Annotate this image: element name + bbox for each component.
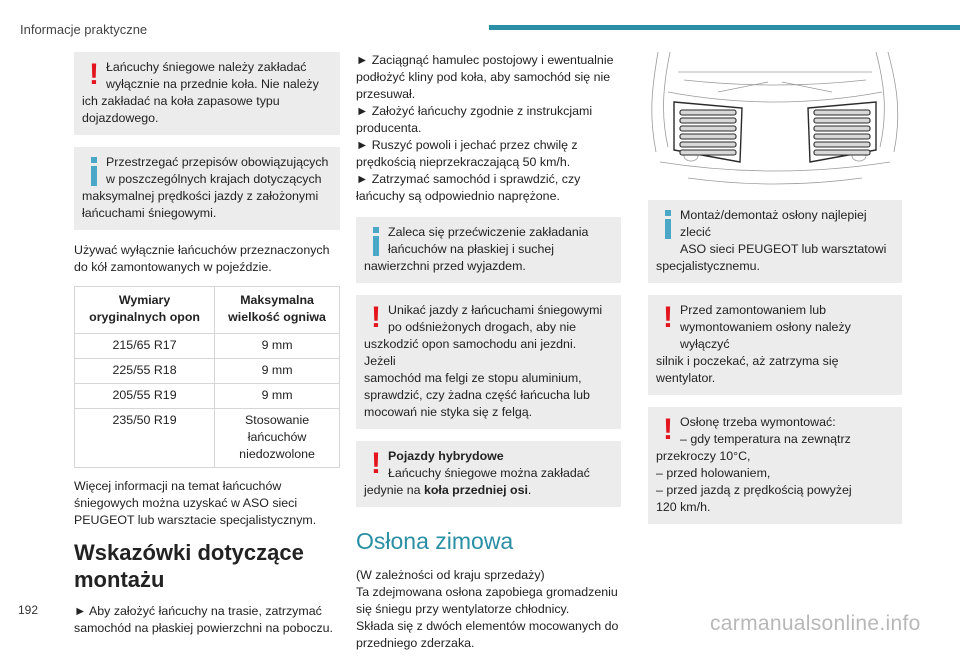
- steps-list: ► Zaciągnąć hamulec postojowy i ewentualnie podłożyć kliny pod koła, aby samochód się nie przesuwał. ► Założyć łańcuchy zgodnie z instrukcjami producenta. ► Ruszyć powoli i jechać przez chwilę z prędkością nieprzekraczającą 50 km/h. ► Zatrzymać samochód i sprawdzić, czy łańcuchy są odpowiednio naprężone.: [356, 53, 614, 203]
- text-line: Osłonę trzeba wymontować:: [680, 415, 836, 429]
- warning-icon: !: [371, 301, 381, 334]
- text-line: maksymalnej prędkości jazdy z założonymi: [82, 189, 319, 203]
- warning-box-engine-off: [648, 295, 902, 395]
- text-line: Używać wyłącznie łańcuchów przeznaczonych: [74, 243, 330, 257]
- text-line: 120 km/h.: [656, 500, 711, 514]
- tire-chain-table: [74, 286, 340, 468]
- winter-cover-illustration: [648, 52, 902, 190]
- paragraph-more-info: Więcej informacji na temat łańcuchów śniegowych można uzyskać w ASO sieci PEUGEOT lub warsztacie specjalistycznym.: [74, 479, 317, 527]
- text-line: wymontowaniem osłony należy wyłączyć: [680, 320, 851, 351]
- text-line: dojazdowego.: [82, 111, 159, 125]
- warning-icon: !: [663, 301, 673, 334]
- warning-box-cleared-roads: [356, 295, 621, 429]
- info-box-speed-regulations: [74, 147, 340, 230]
- page-number: 192: [18, 603, 39, 617]
- table-cell: 9 mm: [215, 359, 340, 384]
- text-line: silnik i poczekać, aż zatrzyma się wentylator.: [656, 354, 839, 385]
- text-line: Przed zamontowaniem lub: [680, 303, 827, 317]
- text-line: – przed holowaniem,: [656, 466, 771, 480]
- text-line: do kół zamontowanych w pojeździe.: [74, 260, 272, 274]
- table-header-row: [75, 287, 340, 334]
- table-cell: 9 mm: [215, 384, 340, 409]
- text-line: mocowań nie styka się z felgą.: [364, 405, 533, 419]
- info-icon: [661, 208, 675, 238]
- text-line: przekroczy 10°C,: [656, 449, 751, 463]
- text-line: nawierzchni przed wyjazdem.: [364, 259, 526, 273]
- table-cell: 225/55 R18: [75, 359, 215, 384]
- text-line: Łańcuchy śniegowe można zakładać: [388, 466, 590, 480]
- text-line: Zaleca się przećwiczenie zakładania: [388, 225, 589, 239]
- section-heading-mounting-tips: Wskazówki dotyczące montażu: [74, 540, 304, 592]
- table-row: [75, 334, 340, 359]
- table-header-cell: Maksymalna wielkość ogniwa: [215, 287, 340, 334]
- warning-box-chains-front: [74, 52, 340, 135]
- section-title-winter-cover: Osłona zimowa: [356, 528, 514, 554]
- text-line: specjalistycznemu.: [656, 259, 760, 273]
- text-line: po odśnieżonych drogach, aby nie: [388, 320, 577, 334]
- warning-icon: !: [89, 58, 99, 91]
- table-cell: Stosowanie łańcuchów niedozwolone: [215, 409, 340, 468]
- text-line: samochód ma felgi ze stopu aluminium,: [364, 371, 582, 385]
- step-text: ► Aby założyć łańcuchy na trasie, zatrzymać samochód na płaskiej powierzchni na poboczu.: [74, 604, 333, 635]
- watermark: carmanualsonline.info: [710, 612, 921, 635]
- text-line: ASO sieci PEUGEOT lub warsztatowi: [680, 242, 887, 256]
- text-line: uszkodzić opon samochodu ani jezdni. Jeżeli: [364, 337, 577, 368]
- table-cell: 9 mm: [215, 334, 340, 359]
- column-3: [648, 200, 902, 536]
- text-line: – gdy temperatura na zewnątrz: [680, 432, 851, 446]
- paragraph-winter-cover: (W zależności od kraju sprzedaży) Ta zdejmowana osłona zapobiega gromadzeniu się śniegu przy wentylatorze chłodnicy. Składa się z dwóch elementów mocowanych do przedniego zderzaka.: [356, 568, 619, 650]
- info-icon: [369, 225, 383, 255]
- warning-icon: !: [371, 447, 381, 480]
- info-box-service: [648, 200, 902, 283]
- table-row: [75, 384, 340, 409]
- column-2: [356, 52, 621, 662]
- table-cell: 235/50 R19: [75, 409, 215, 468]
- info-box-practice: [356, 217, 621, 283]
- header-accent-bar: [489, 25, 960, 30]
- text-line: łańcuchów na płaskiej i suchej: [388, 242, 554, 256]
- table-cell: 205/55 R19: [75, 384, 215, 409]
- warning-box-hybrid: [356, 441, 621, 507]
- warning-box-remove-cover: [648, 407, 902, 524]
- text-line: łańcuchami śniegowymi.: [82, 206, 217, 220]
- text-line: sprawdzić, czy żadna część łańcucha lub: [364, 388, 590, 402]
- warning-icon: !: [663, 413, 673, 446]
- text-line: ich zakładać na koła zapasowe typu: [82, 94, 280, 108]
- text-line: jedynie na koła przedniej osi.: [364, 483, 532, 497]
- column-1: [74, 52, 340, 647]
- info-icon: [87, 155, 101, 185]
- text-line: Montaż/demontaż osłony najlepiej zlecić: [680, 208, 867, 239]
- text-line: Unikać jazdy z łańcuchami śniegowymi: [388, 303, 603, 317]
- table-row: [75, 409, 340, 468]
- header-section-title: Informacje praktyczne: [20, 22, 148, 37]
- table-row: [75, 359, 340, 384]
- text-line: Przestrzegać przepisów obowiązujących: [106, 155, 329, 169]
- paragraph-chains-usage: [74, 242, 340, 276]
- text-line: Łańcuchy śniegowe należy zakładać: [106, 60, 307, 74]
- text-line: wyłącznie na przednie koła. Nie należy: [106, 77, 319, 91]
- table-header-cell: Wymiary oryginalnych opon: [75, 287, 215, 334]
- text-line: – przed jazdą z prędkością powyżej: [656, 483, 852, 497]
- text-line: w poszczególnych krajach dotyczących: [106, 172, 322, 186]
- table-cell: 215/65 R17: [75, 334, 215, 359]
- warning-title: Pojazdy hybrydowe: [388, 449, 504, 463]
